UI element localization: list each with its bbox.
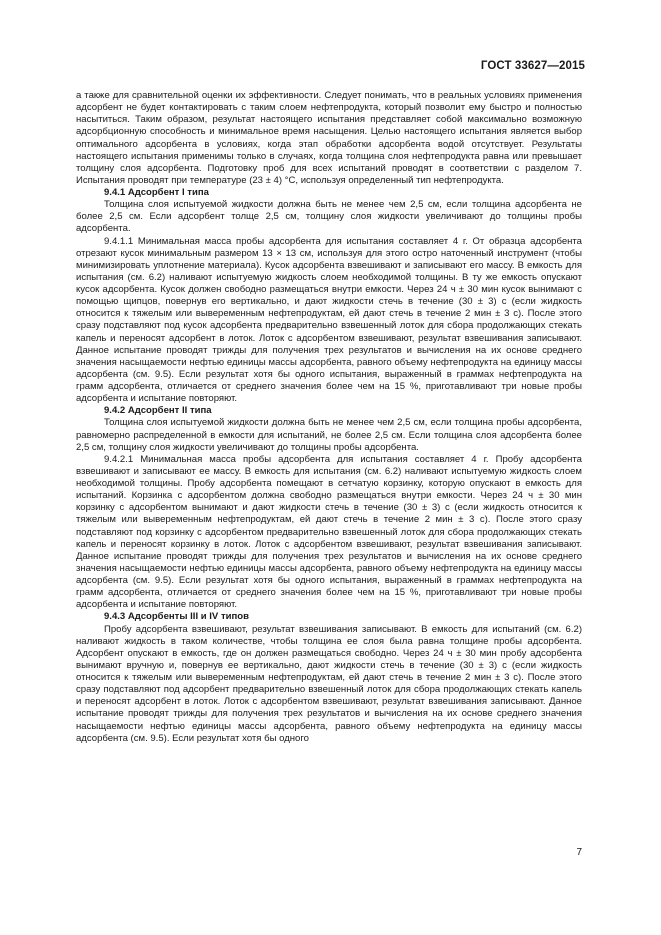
paragraph-intro: а также для сравнительной оценки их эффективности. Следует понимать, что в реальных условиях применения адсорбент не будет контактировать с таким слоем нефтепродукта, который позволит ему быстро и полностью насытиться. Таким образом, результат настоящего испытания представляет собой максимально возможную адсорбционную способность и минимальное время насыщения. Целью настоящего испытания является выбор оптимального адсорбента в условиях, когда этап обработки адсорбента водой отсутствует. Результаты настоящего испытания применимы только в случаях, когда толщина слоя нефтепродукта равна или превышает толщину слоя адсорбента. Подготовку проб для всех испытаний проводят в соответствии с разделом 7. Испытания проводят при температуре (23 ± 4) °С, используя определенный тип нефтепродукта. (76, 90, 582, 186)
paragraph-9-4-1-1: 9.4.1.1 Минимальная масса пробы адсорбента для испытания составляет 4 г. От образца адсорбента отрезают кусок минимальным размером 13 × 13 см, используя для этого остро наточенный инструмент (чтобы минимизировать уплотнение материала). Кусок адсорбента взвешивают и записывают его массу. В емкость для испытания (см. 6.2) наливают испытуемую жидкость слоем необходимой толщины. В ту же емкость опускают кусок адсорбента. Кусок должен свободно размещаться внутри емкости. Через 24 ч ± 30 мин кусок вынимают с помощью щипцов, повернув его вертикально, и дают жидкости стечь в течение (30 ± 3) с (если жидкость относится к тяжелым или вывеременным нефтепродуктам, ей дают стечь в течение 2 мин ± 3 с). После этого сразу подставляют под кусок адсорбента предварительно взвешенный лоток для сбора продолжающих стекать капель и переносят адсорбент в лоток. Лоток с адсорбентом взвешивают, результат взвешивания записывают. Данное испытание проводят трижды для получения трех результатов и вычисления на их основе среднего значения насыщаемости нефтью единицы массы адсорбента, равного объему нефтепродукта на единицу массы адсорбента (см. 9.5). Если результат хотя бы одного испытания, выраженный в граммах нефтепродукта на грамм адсорбента, отличается от среднего значения более чем на 15 %, приготавливают три новые пробы адсорбента и испытание повторяют. (76, 235, 582, 405)
document-body (76, 90, 582, 745)
paragraph-9-4-2: Толщина слоя испытуемой жидкости должна быть не менее чем 2,5 см, если толщина пробы адсорбента, равномерно распределенной в емкости для испытаний, не более 2,5 см. Если толщина слоя адсорбента более 2,5 см, толщину слоя жидкости увеличивают до толщины пробы адсорбента. (76, 417, 582, 453)
section-heading-9-4-1: 9.4.1 Адсорбент I типа (104, 187, 209, 198)
document-header-standard-id: ГОСТ 33627—2015 (480, 60, 585, 72)
paragraph-9-4-1: Толщина слоя испытуемой жидкости должна быть не менее чем 2,5 см, если толщина адсорбента не более 2,5 см. Если адсорбент толще 2,5 см, толщину слоя жидкости увеличивают до толщины пробы адсорбента. (76, 199, 582, 235)
section-heading-9-4-2: 9.4.2 Адсорбент II типа (104, 405, 212, 417)
page-number: 7 (576, 847, 582, 858)
paragraph-9-4-2-1: 9.4.2.1 Минимальная масса пробы адсорбента для испытания составляет 4 г. Пробу адсорбента взвешивают и записывают ее массу. В емкость для испытания (см. 6.2) наливают испытуемую жидкость слоем необходимой толщины. Пробу адсорбента помещают в сетчатую корзинку, которую опускают в емкость для испытаний. Корзинка с адсорбентом должна свободно размещаться внутри емкости. Через 24 ч ± 30 мин корзинку с адсорбентом вынимают и дают жидкости стечь в течение (30 ± 3) с (если жидкость относится к тяжелым или вывеременным нефтепродуктам, ей дают стечь в течение 2 мин ± 3 с). После этого сразу подставляют под корзинку с адсорбентом предварительно взвешенный лоток для сбора продолжающих стекать капель и переносят корзинку в лоток. Лоток с адсорбентом взвешивают, результат взвешивания записывают. Данное испытание проводят трижды для получения трех результатов и вычисления на их основе среднего значения насыщаемости нефтью единицы массы адсорбента, равного объему нефтепродукта на единицу массы адсорбента (см. 9.5). Если результат хотя бы одного испытания, выраженный в граммах нефтепродукта на грамм адсорбента, отличается от среднего значения более чем на 15 %, приготавливают три новые пробы адсорбента и испытание повторяют. (76, 453, 582, 611)
paragraph-9-4-3: Пробу адсорбента взвешивают, результат взвешивания записывают. В емкость для испытаний (см. 6.2) наливают жидкость в таком количестве, чтобы толщина ее слоя была равна толщине пробы адсорбента. Адсорбент опускают в емкость, где он должен размещаться свободно. Через 24 ч ± 30 мин пробу адсорбента вынимают вручную и, повернув ее вертикально, дают жидкости стечь в течение (30 ± 3) с (если жидкость относится к тяжелым или вывеременным нефтепродуктам, ей дают стечь в течение 2 мин ± 3 с). После этого сразу подставляют под адсорбент предварительно взвешенный лоток для сбора продолжающих стекать капель и переносят адсорбент в лоток. Лоток с адсорбентом взвешивают, результат взвешивания записывают. Данное испытание проводят трижды для получения трех результатов и вычисления на их основе среднего значения насыщаемости нефтью единицы массы адсорбента, равного объему нефтепродукта на единицу массы адсорбента (см. 9.5). Если результат хотя бы одного (76, 623, 582, 744)
section-heading-9-4-3: 9.4.3 Адсорбенты III и IV типов (104, 611, 249, 623)
